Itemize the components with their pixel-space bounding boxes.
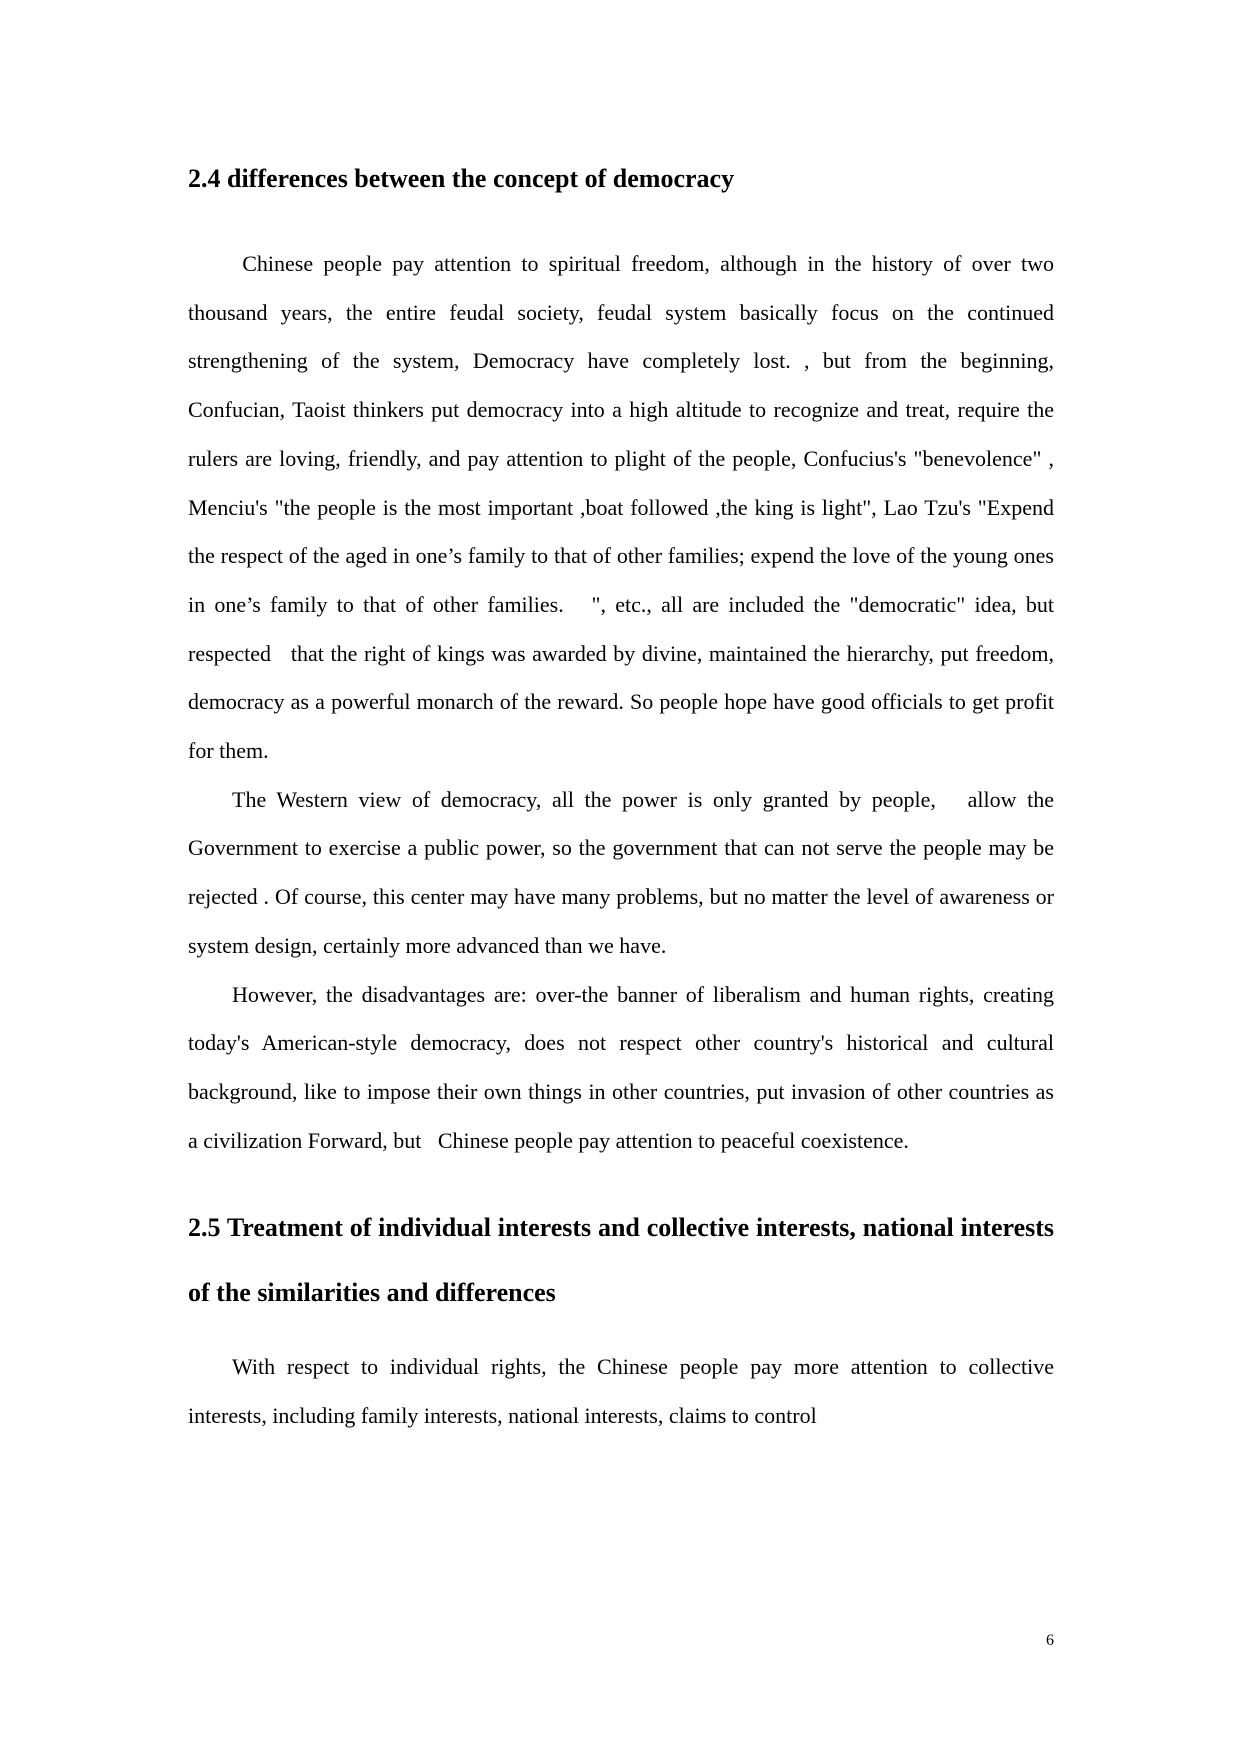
body-paragraph: With respect to individual rights, the Chinese people pay more attention to collective interests, including family interests, national interests, claims to control bbox=[188, 1354, 1060, 1429]
body-paragraph: However, the disadvantages are: over-the banner of liberalism and human rights, creating today's American-style democracy, does not respect other country's historical and cultural background, like to impose their own things in other countries, put invasion of other countries as a civilization Forward, but Chinese people pay attention to peaceful coexistence. bbox=[188, 981, 1060, 1153]
section-heading-2-5: 2.5 Treatment of individual interests and collective interests, national interests of the similarities and differences bbox=[188, 1213, 1054, 1308]
page-number: 6 bbox=[1046, 1632, 1054, 1649]
section-heading-2-4: 2.4 differences between the concept of democracy bbox=[188, 164, 735, 193]
body-paragraph: Chinese people pay attention to spiritual freedom, although in the history of over two thousand years, the entire feudal society, feudal system basically focus on the continued strengthening of the system, Democracy have completely lost. , but from the beginning, Confucian, Taoist thinkers put democracy into a high altitude to recognize and treat, require the rulers are loving, friendly, and pay attention to plight of the people, Confucius's "benevolence" , Menciu's "the people is the most important ,boat followed ,the king is light", Lao Tzu's "Expend the respect of the aged in one’s family to that of other families; expend the love of the young ones in one’s family to that of other families. ", etc., all are included the "democratic" idea, but respected that the right of kings was awarded by divine, maintained the hierarchy, put freedom, democracy as a powerful monarch of the reward. So people hope have good officials to get profit for them. bbox=[188, 251, 1060, 764]
body-paragraph: The Western view of democracy, all the power is only granted by people, allow the Government to exercise a public power, so the government that can not serve the people may be rejected . Of course, this center may have many problems, but no matter the level of awareness or system design, certainly more advanced than we have. bbox=[188, 786, 1060, 958]
page-content bbox=[188, 160, 1060, 1441]
